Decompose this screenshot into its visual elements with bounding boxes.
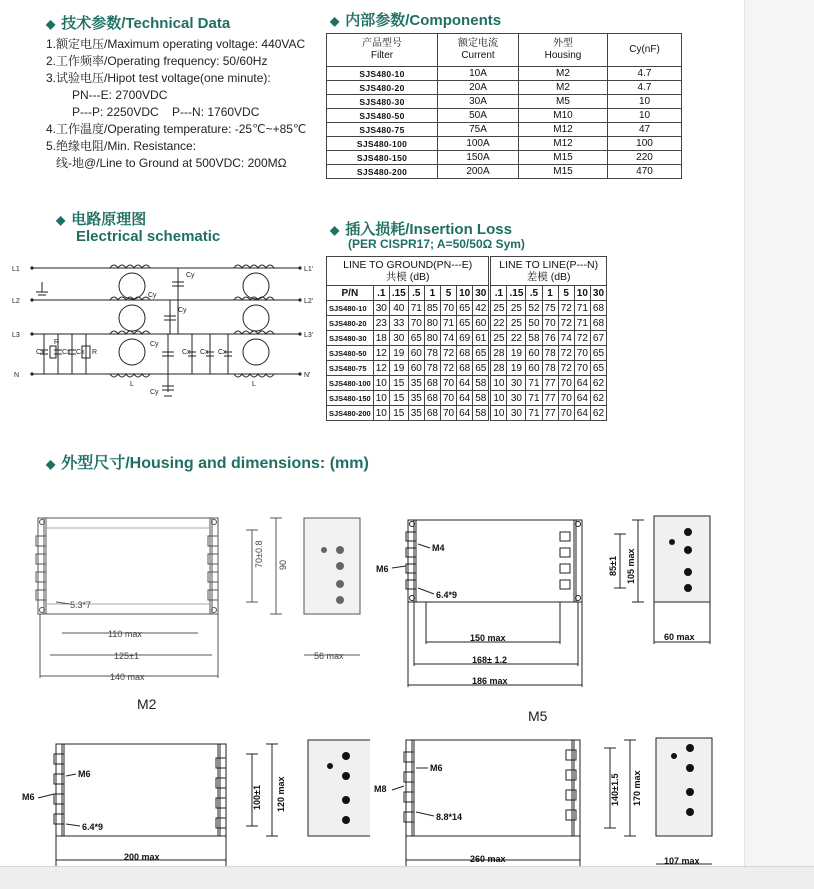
loss-value-cell: 76 (542, 331, 558, 346)
m12-depth: 107 max (664, 856, 700, 866)
components-cell: M12 (519, 123, 608, 137)
diamond-icon: ◆ (46, 457, 56, 471)
loss-value-cell: 22 (490, 316, 507, 331)
loss-value-cell: 75 (542, 301, 558, 316)
frequency-header: .1 (373, 286, 389, 301)
loss-value-cell: 70 (574, 346, 590, 361)
loss-value-cell: 78 (542, 361, 558, 376)
loss-value-cell: 70 (440, 301, 456, 316)
loss-value-cell: 35 (408, 406, 424, 421)
housing-m5-drawing (374, 512, 724, 694)
m5-depth: 60 max (664, 632, 695, 642)
loss-value-cell: 28 (490, 361, 507, 376)
filter-model-cell: SJS480-10 (327, 301, 374, 316)
frequency-header: .15 (507, 286, 526, 301)
components-header: Cy(nF) (608, 34, 682, 67)
loss-value-cell: 58 (473, 406, 490, 421)
components-row (327, 151, 682, 165)
loss-value-cell: 23 (373, 316, 389, 331)
frequency-header: 10 (457, 286, 473, 301)
m10-m6-side-label: M6 (22, 792, 35, 802)
components-cell: 75A (438, 123, 519, 137)
frequency-header: .15 (389, 286, 408, 301)
loss-value-cell: 74 (440, 331, 456, 346)
right-gutter (744, 0, 814, 866)
loss-value-cell: 25 (507, 316, 526, 331)
frequency-header: 1 (424, 286, 440, 301)
m12-m8-label: M8 (374, 784, 387, 794)
components-cell: 10 (608, 109, 682, 123)
frequency-header: 1 (542, 286, 558, 301)
insertion-loss-row (327, 346, 607, 361)
loss-value-cell: 35 (408, 376, 424, 391)
loss-value-cell: 25 (490, 301, 507, 316)
frequency-header: 30 (473, 286, 490, 301)
insertion-loss-table (326, 256, 607, 421)
loss-value-cell: 58 (526, 331, 542, 346)
cx-label: Cx (76, 349, 85, 356)
insertion-loss-row (327, 331, 607, 346)
m10-hole-label: 6.4*9 (82, 822, 104, 832)
loss-value-cell: 70 (408, 316, 424, 331)
loss-value-cell: 62 (590, 391, 606, 406)
loss-value-cell: 65 (473, 346, 490, 361)
tech-line: 1.额定电压/Maximum operating voltage: 440VAC (46, 37, 306, 51)
loss-value-cell: 18 (373, 331, 389, 346)
pn-header: P/N (327, 286, 374, 301)
loss-value-cell: 70 (542, 316, 558, 331)
loss-value-cell: 71 (440, 316, 456, 331)
loss-value-cell: 72 (440, 361, 456, 376)
m10-height-inner: 100±1 (252, 785, 262, 810)
schematic-heading: ◆ 电路原理图 (56, 211, 147, 228)
m2-width-3: 140 max (110, 672, 145, 682)
inductor-label: L (252, 381, 256, 388)
m10-m6-label: M6 (78, 769, 91, 779)
cy-label: Cy (150, 389, 159, 396)
loss-value-cell: 72 (558, 346, 574, 361)
loss-value-cell: 65 (590, 361, 606, 376)
m2-width-2: 125±1 (114, 651, 139, 661)
loss-value-cell: 64 (457, 376, 473, 391)
cy-label: Cy (150, 341, 159, 348)
loss-value-cell: 50 (526, 316, 542, 331)
filter-model-cell: SJS480-20 (327, 81, 438, 95)
components-row (327, 67, 682, 81)
loss-value-cell: 71 (408, 301, 424, 316)
loss-value-cell: 30 (507, 376, 526, 391)
loss-value-cell: 70 (574, 361, 590, 376)
frequency-header: 5 (558, 286, 574, 301)
insertion-loss-row (327, 376, 607, 391)
m5-hole-label: 6.4*9 (436, 590, 458, 600)
loss-value-cell: 19 (389, 346, 408, 361)
loss-value-cell: 72 (558, 316, 574, 331)
filter-model-cell: SJS480-150 (327, 391, 374, 406)
loss-value-cell: 80 (424, 316, 440, 331)
m5-width-3: 186 max (472, 676, 508, 686)
frequency-header: 30 (590, 286, 606, 301)
loss-value-cell: 19 (507, 346, 526, 361)
loss-value-cell: 12 (373, 361, 389, 376)
diamond-icon: ◆ (330, 14, 340, 28)
m2-height-outer: 90 (278, 559, 288, 570)
cx-label: Cx (218, 349, 227, 356)
m12-height-outer: 170 max (632, 770, 642, 806)
cx-label: Cx (62, 349, 71, 356)
cy-label: Cy (178, 307, 187, 314)
schematic-output-label: N' (304, 372, 311, 379)
loss-value-cell: 77 (542, 376, 558, 391)
loss-value-cell: 60 (408, 346, 424, 361)
cx-label: Cx (200, 349, 209, 356)
loss-value-cell: 78 (424, 346, 440, 361)
components-cell: 470 (608, 165, 682, 179)
loss-value-cell: 68 (424, 376, 440, 391)
filter-model-cell: SJS480-30 (327, 95, 438, 109)
loss-value-cell: 68 (424, 391, 440, 406)
m10-height-outer: 120 max (276, 776, 286, 812)
loss-value-cell: 25 (490, 331, 507, 346)
schematic-input-label: L2 (12, 298, 20, 305)
filter-model-cell: SJS480-100 (327, 137, 438, 151)
tech-line: PN---E: 2700VDC (72, 88, 168, 102)
frequency-header: .5 (526, 286, 542, 301)
frequency-header: 10 (574, 286, 590, 301)
loss-value-cell: 78 (542, 346, 558, 361)
filter-model-cell: SJS480-200 (327, 406, 374, 421)
filter-model-cell: SJS480-20 (327, 316, 374, 331)
loss-value-cell: 15 (389, 376, 408, 391)
loss-value-cell: 69 (457, 331, 473, 346)
components-cell: M2 (519, 67, 608, 81)
insertion-loss-row (327, 301, 607, 316)
cy-label: Cy (186, 272, 195, 279)
diamond-icon: ◆ (46, 17, 56, 31)
components-cell: M5 (519, 95, 608, 109)
components-row (327, 137, 682, 151)
loss-value-cell: 19 (507, 361, 526, 376)
loss-value-cell: 61 (473, 331, 490, 346)
loss-value-cell: 10 (490, 391, 507, 406)
diamond-icon: ◆ (56, 213, 66, 227)
inductor-label: L (130, 381, 134, 388)
filter-model-cell: SJS480-100 (327, 376, 374, 391)
loss-value-cell: 60 (408, 361, 424, 376)
loss-value-cell: 72 (558, 361, 574, 376)
schematic-output-label: L1' (304, 266, 314, 273)
housing-m12-drawing (372, 734, 722, 866)
frequency-header: .1 (490, 286, 507, 301)
loss-value-cell: 74 (558, 331, 574, 346)
m5-m4-label: M4 (432, 543, 445, 553)
loss-value-cell: 65 (457, 316, 473, 331)
filter-model-cell: SJS480-75 (327, 361, 374, 376)
housing-m2-drawing (22, 508, 372, 708)
cx-label: Cx (36, 349, 45, 356)
loss-value-cell: 72 (440, 346, 456, 361)
loss-value-cell: 25 (507, 301, 526, 316)
components-cell: 200A (438, 165, 519, 179)
loss-value-cell: 10 (373, 376, 389, 391)
loss-value-cell: 58 (473, 391, 490, 406)
loss-value-cell: 62 (590, 406, 606, 421)
components-cell: M15 (519, 165, 608, 179)
frequency-header: 5 (440, 286, 456, 301)
schematic-subheading: Electrical schematic (76, 228, 221, 245)
schematic-input-label: L1 (12, 266, 20, 273)
loss-value-cell: 64 (457, 391, 473, 406)
components-cell: 10A (438, 67, 519, 81)
components-header: 外型 Housing (519, 34, 608, 67)
schematic-input-label: N (14, 372, 20, 379)
loss-value-cell: 42 (473, 301, 490, 316)
loss-value-cell: 28 (490, 346, 507, 361)
loss-value-cell: 80 (424, 331, 440, 346)
m12-height-inner: 140±1.5 (610, 773, 620, 806)
tech-line: 线-地@/Line to Ground at 500VDC: 200MΩ (56, 156, 287, 170)
components-row (327, 95, 682, 109)
m2-hole-label: 5.3*7 (70, 600, 92, 610)
components-cell: 50A (438, 109, 519, 123)
schematic-output-label: L2' (304, 298, 314, 305)
loss-value-cell: 10 (373, 391, 389, 406)
cy-label: Cy (148, 292, 157, 299)
m5-width-2: 168± 1.2 (472, 655, 507, 665)
line-to-ground-header: LINE TO GROUND(PN---E) 共模 (dB) (327, 257, 490, 286)
diamond-icon: ◆ (330, 223, 340, 237)
loss-value-cell: 10 (490, 376, 507, 391)
loss-value-cell: 65 (457, 301, 473, 316)
loss-value-cell: 77 (542, 391, 558, 406)
tech-line: P---P: 2250VDC P---N: 1760VDC (72, 105, 260, 119)
loss-value-cell: 30 (507, 391, 526, 406)
loss-value-cell: 71 (526, 376, 542, 391)
m5-height-outer: 105 max (626, 548, 636, 584)
components-cell: M2 (519, 81, 608, 95)
schematic-input-label: L3 (12, 332, 20, 339)
filter-model-cell: SJS480-30 (327, 331, 374, 346)
insertion-loss-row (327, 361, 607, 376)
loss-value-cell: 10 (490, 406, 507, 421)
loss-value-cell: 70 (558, 406, 574, 421)
components-row (327, 165, 682, 179)
loss-value-cell: 33 (389, 316, 408, 331)
components-cell: 100A (438, 137, 519, 151)
components-cell: 100 (608, 137, 682, 151)
m12-m6-label: M6 (430, 763, 443, 773)
technical-data-list (46, 36, 306, 172)
insertion-loss-subheading: (PER CISPR17; A=50/50Ω Sym) (348, 237, 525, 251)
m10-width-1: 200 max (124, 852, 160, 862)
schematic-output-label: L3' (304, 332, 314, 339)
electrical-schematic (10, 252, 322, 402)
r-label: R (54, 339, 60, 346)
m5-width-1: 150 max (470, 633, 506, 643)
filter-model-cell: SJS480-150 (327, 151, 438, 165)
components-cell: 220 (608, 151, 682, 165)
line-to-line-header: LINE TO LINE(P---N) 差模 (dB) (490, 257, 607, 286)
loss-value-cell: 60 (526, 361, 542, 376)
r-label: R (92, 349, 98, 356)
components-cell: 4.7 (608, 67, 682, 81)
filter-model-cell: SJS480-50 (327, 346, 374, 361)
loss-value-cell: 85 (424, 301, 440, 316)
m2-height-inner: 70±0.8 (254, 540, 264, 568)
bottom-scrollbar[interactable] (0, 866, 814, 889)
tech-line: 2.工作频率/Operating frequency: 50/60Hz (46, 54, 268, 68)
filter-model-cell: SJS480-75 (327, 123, 438, 137)
components-row (327, 81, 682, 95)
filter-model-cell: SJS480-10 (327, 67, 438, 81)
filter-model-cell: SJS480-200 (327, 165, 438, 179)
components-cell: M12 (519, 137, 608, 151)
insertion-loss-row (327, 391, 607, 406)
loss-value-cell: 22 (507, 331, 526, 346)
loss-value-cell: 64 (574, 376, 590, 391)
m5-height-inner: 85±1 (608, 556, 618, 576)
loss-value-cell: 67 (590, 331, 606, 346)
loss-value-cell: 30 (373, 301, 389, 316)
components-heading: ◆ 内部参数/Components (330, 12, 502, 29)
loss-value-cell: 15 (389, 406, 408, 421)
loss-value-cell: 52 (526, 301, 542, 316)
loss-value-cell: 68 (590, 316, 606, 331)
loss-value-cell: 68 (457, 361, 473, 376)
loss-value-cell: 71 (574, 316, 590, 331)
components-table (326, 33, 682, 179)
components-cell: 150A (438, 151, 519, 165)
m5-m6-label: M6 (376, 564, 389, 574)
loss-value-cell: 65 (590, 346, 606, 361)
loss-value-cell: 77 (542, 406, 558, 421)
loss-value-cell: 35 (408, 391, 424, 406)
loss-value-cell: 65 (408, 331, 424, 346)
loss-value-cell: 58 (473, 376, 490, 391)
components-row (327, 123, 682, 137)
m2-width-1: 110 max (108, 629, 142, 639)
m5-caption: M5 (528, 708, 548, 724)
housing-heading: ◆ 外型尺寸/Housing and dimensions: (mm) (46, 455, 369, 472)
m12-hole-label: 8.8*14 (436, 812, 463, 822)
loss-value-cell: 70 (440, 391, 456, 406)
loss-value-cell: 68 (590, 301, 606, 316)
components-header: 产品型号 Filter (327, 34, 438, 67)
loss-value-cell: 68 (424, 406, 440, 421)
components-cell: 20A (438, 81, 519, 95)
loss-value-cell: 78 (424, 361, 440, 376)
m2-depth: 56 max (314, 651, 344, 661)
loss-value-cell: 70 (440, 406, 456, 421)
housing-m10-drawing (20, 736, 370, 866)
components-cell: M10 (519, 109, 608, 123)
loss-value-cell: 72 (574, 331, 590, 346)
insertion-loss-heading: ◆ 插入损耗/Insertion Loss (330, 221, 512, 238)
loss-value-cell: 15 (389, 391, 408, 406)
loss-value-cell: 64 (574, 406, 590, 421)
loss-value-cell: 71 (574, 301, 590, 316)
components-cell: 4.7 (608, 81, 682, 95)
components-cell: 47 (608, 123, 682, 137)
components-cell: 30A (438, 95, 519, 109)
m12-width-1: 260 max (470, 854, 506, 864)
loss-value-cell: 71 (526, 406, 542, 421)
loss-value-cell: 64 (574, 391, 590, 406)
m2-caption: M2 (137, 696, 157, 712)
loss-value-cell: 70 (558, 376, 574, 391)
components-row (327, 109, 682, 123)
loss-value-cell: 65 (473, 361, 490, 376)
tech-line: 3.试验电压/Hipot test voltage(one minute): (46, 71, 271, 85)
filter-model-cell: SJS480-50 (327, 109, 438, 123)
components-cell: 10 (608, 95, 682, 109)
frequency-header: .5 (408, 286, 424, 301)
loss-value-cell: 30 (507, 406, 526, 421)
loss-value-cell: 70 (558, 391, 574, 406)
loss-value-cell: 64 (457, 406, 473, 421)
tech-line: 5.绝缘电阻/Min. Resistance: (46, 139, 197, 153)
loss-value-cell: 12 (373, 346, 389, 361)
loss-value-cell: 71 (526, 391, 542, 406)
loss-value-cell: 60 (473, 316, 490, 331)
components-cell: M15 (519, 151, 608, 165)
loss-value-cell: 68 (457, 346, 473, 361)
loss-value-cell: 70 (440, 376, 456, 391)
loss-value-cell: 40 (389, 301, 408, 316)
cx-label: Cx (182, 349, 191, 356)
insertion-loss-row (327, 406, 607, 421)
loss-value-cell: 72 (558, 301, 574, 316)
technical-data-heading: ◆ 技术参数/Technical Data (46, 15, 231, 32)
components-header: 额定电流 Current (438, 34, 519, 67)
loss-value-cell: 19 (389, 361, 408, 376)
tech-line: 4.工作温度/Operating temperature: -25℃~+85℃ (46, 122, 307, 136)
loss-value-cell: 60 (526, 346, 542, 361)
insertion-loss-row (327, 316, 607, 331)
loss-value-cell: 62 (590, 376, 606, 391)
loss-value-cell: 10 (373, 406, 389, 421)
loss-value-cell: 30 (389, 331, 408, 346)
